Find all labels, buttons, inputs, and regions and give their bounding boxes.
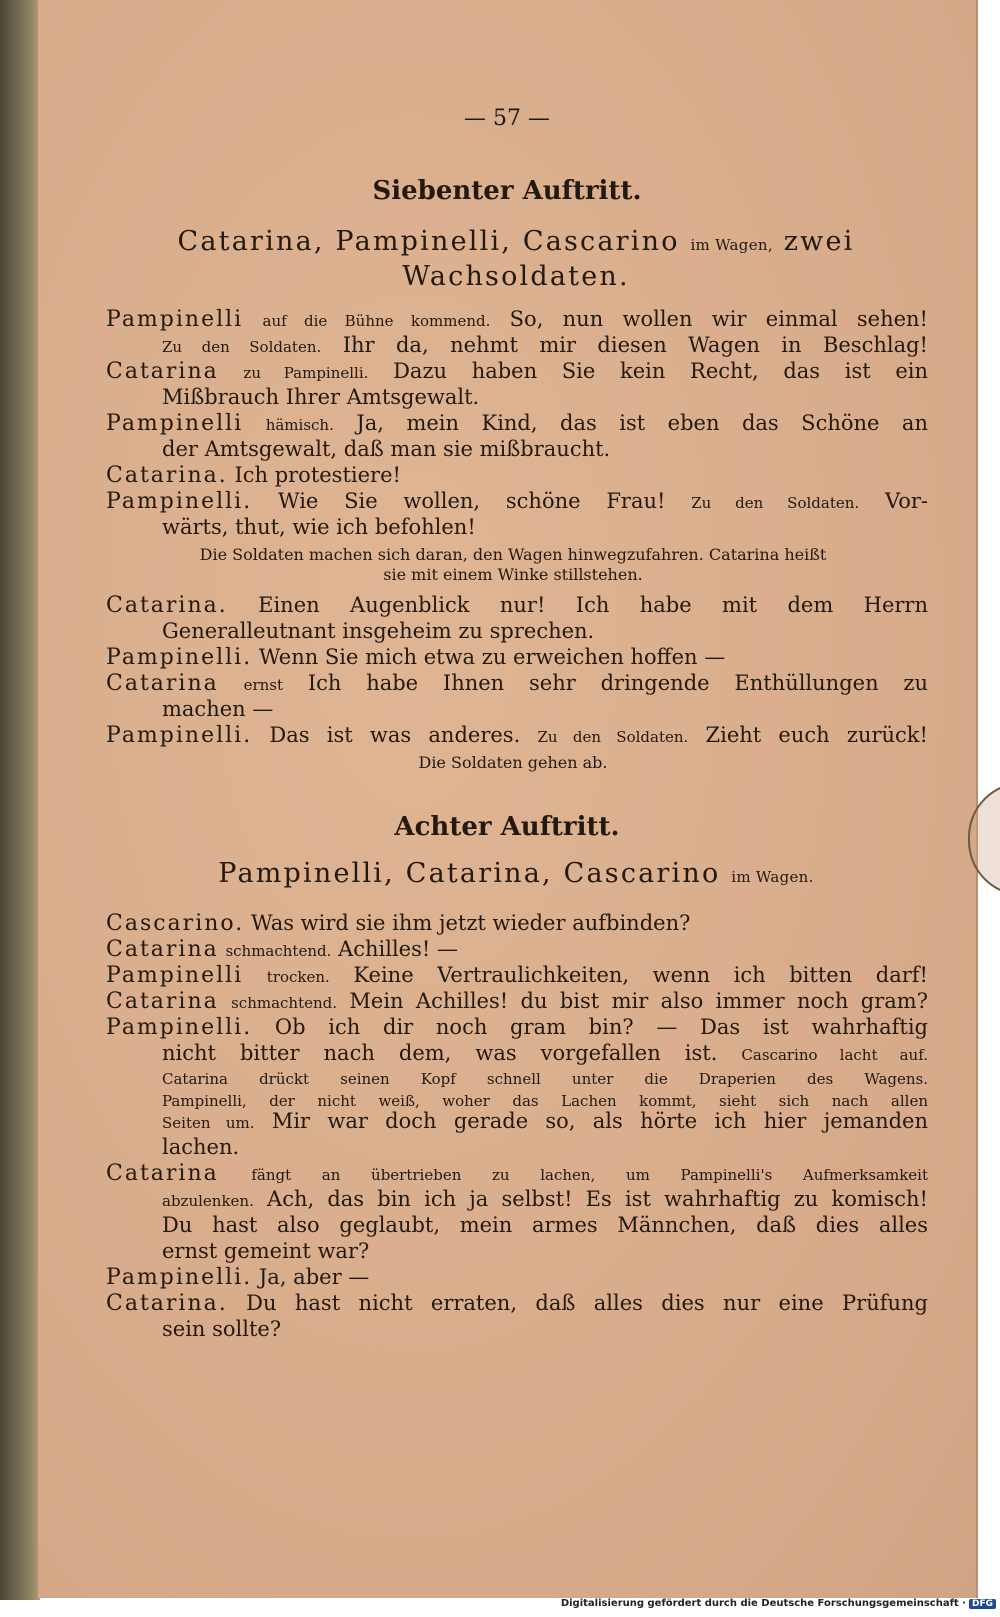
dialogue-line: Catarina. Du hast nicht erraten, daß alles dies nur eine Prüfung [106, 1291, 928, 1316]
dialogue-line: Catarina schmachtend. Achilles! — [106, 937, 458, 962]
dialogue-line: Mißbrauch Ihrer Amtsgewalt. [162, 385, 480, 409]
digitization-footer: Digitalisierung gefördert durch die Deutsche Forschungsgemeinschaft · DFG [561, 1598, 996, 1609]
dialogue-line: Du hast also geglaubt, mein armes Männchen, daß dies alles [162, 1213, 928, 1237]
dialogue-line: abzulenken. Ach, das bin ich ja selbst! Es ist wahrhaftig zu komisch! [162, 1187, 928, 1211]
page-number: — 57 — [464, 106, 550, 131]
scene-8-cast: Pampinelli, Catarina, Cascarino im Wagen. [218, 858, 814, 889]
dialogue-line: Pampinelli auf die Bühne kommend. So, nun wollen wir einmal sehen! [106, 307, 928, 332]
stage-direction: Die Soldaten machen sich daran, den Wagen hinwegzufahren. Catarina heißt [199, 545, 827, 564]
dfg-logo: DFG [969, 1599, 996, 1609]
dialogue-line: Pampinelli. Ob ich dir noch gram bin? — Das ist wahrhaftig [106, 1015, 928, 1040]
stage-direction: Die Soldaten gehen ab. [418, 753, 608, 772]
stage-direction-line: Pampinelli, der nicht weiß, woher das Lachen kommt, sieht sich nach allen [162, 1092, 928, 1110]
dialogue-line: Catarina. Einen Augenblick nur! Ich habe mit dem Herrn [106, 593, 928, 618]
dialogue-line: machen — [162, 697, 274, 721]
dialogue-line: Pampinelli. Wenn Sie mich etwa zu erweichen hoffen — [106, 645, 726, 670]
scene-7-cast: Catarina, Pampinelli, Cascarino im Wagen, zwei Wachsoldaten. [177, 226, 855, 292]
dialogue-line: Pampinelli hämisch. Ja, mein Kind, das ist eben das Schöne an [106, 411, 928, 436]
dialogue-line: Pampinelli. Das ist was anderes. Zu den Soldaten. Zieht euch zurück! [106, 723, 928, 748]
dialogue-line: Seiten um. Mir war doch gerade so, als hörte ich hier jemanden [162, 1109, 928, 1133]
dialogue-line: wärts, thut, wie ich befohlen! [162, 515, 476, 539]
dialogue-line: Catarina ernst Ich habe Ihnen sehr dringende Enthüllungen zu [106, 671, 928, 696]
dialogue-line: Pampinelli. Wie Sie wollen, schöne Frau! Zu den Soldaten. Vor- [106, 489, 928, 514]
dialogue-line: Catarina fängt an übertrieben zu lachen, um Pampinelli's Aufmerksamkeit [106, 1161, 928, 1186]
stage-direction-line: Catarina drückt seinen Kopf schnell unter die Draperien des Wagens. [162, 1070, 928, 1088]
dialogue-line: Catarina schmachtend. Mein Achilles! du bist mir also immer noch gram? [106, 989, 928, 1014]
scene-7-title: Siebenter Auftritt. [372, 176, 642, 206]
dialogue-line: Pampinelli. Ja, aber — [106, 1265, 370, 1290]
dialogue-line: Pampinelli trocken. Keine Vertraulichkeiten, wenn ich bitten darf! [106, 963, 928, 988]
dialogue-line: Cascarino. Was wird sie ihm jetzt wieder aufbinden? [106, 911, 691, 936]
dialogue-line: nicht bitter nach dem, was vorgefallen ist. Cascarino lacht auf. [162, 1041, 928, 1065]
dialogue-line: sein sollte? [162, 1317, 282, 1341]
dialogue-line: Catarina. Ich protestiere! [106, 463, 401, 488]
dialogue-line: der Amtsgewalt, daß man sie mißbraucht. [162, 437, 611, 461]
dialogue-line: Zu den Soldaten. Ihr da, nehmt mir diesen Wagen in Beschlag! [162, 333, 928, 357]
book-spine-edge [0, 0, 40, 1600]
dialogue-line: ernst gemeint war? [162, 1239, 370, 1263]
dialogue-line: lachen. [162, 1135, 240, 1159]
dialogue-line: Generalleutnant insgeheim zu sprechen. [162, 619, 595, 643]
book-page [38, 0, 978, 1598]
scene-8-title: Achter Auftritt. [394, 812, 620, 842]
stage-direction: sie mit einem Winke stillstehen. [383, 565, 643, 584]
dialogue-line: Catarina zu Pampinelli. Dazu haben Sie kein Recht, das ist ein [106, 359, 928, 384]
